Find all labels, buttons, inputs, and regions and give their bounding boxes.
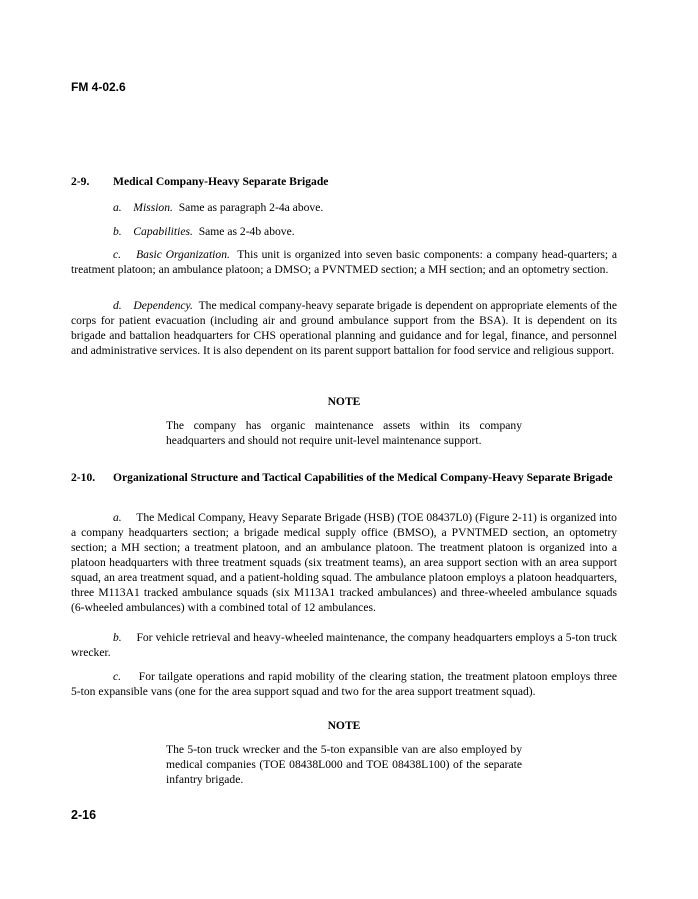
paragraph-label: b. (113, 631, 122, 644)
paragraph-label: a. (113, 511, 122, 524)
note-body: The 5-ton truck wrecker and the 5-ton expansible van are also employed by medical companies (TOE 08438L000 and TOE 08438L100) of the separate infantry brigade. (166, 743, 522, 786)
section-number: 2-10. (71, 471, 96, 484)
paragraph-title: Dependency. (133, 299, 193, 312)
paragraph-text: Same as 2-4b above. (198, 225, 295, 238)
paragraph-label: c. (113, 248, 122, 261)
paragraph-label: a. (113, 201, 122, 214)
paragraph-2-9-a (71, 200, 617, 215)
paragraph-label: d. (113, 299, 122, 312)
note-body: The company has organic maintenance assets within its company headquarters and should not require unit-level maintenance support. (166, 419, 522, 447)
paragraph-text: Same as paragraph 2-4a above. (178, 201, 324, 214)
paragraph-2-9-d (71, 298, 617, 358)
paragraph-title: Capabilities. (133, 225, 193, 238)
paragraph-2-10-c (71, 669, 617, 699)
section-title: Medical Company-Heavy Separate Brigade (113, 175, 329, 188)
paragraph-2-9-c (71, 247, 617, 277)
paragraph-text: The medical company-heavy separate brigade is dependent on appropriate elements of the corps for patient evacuation (including air and ground ambulance support from the BSA). It is dependent on its brigade and battalion headquarters for CHS operational planning and guidance and for legal, finance, and personnel and administrative services. It is also dependent on its parent support battalion for food service and religious support. (71, 299, 618, 357)
paragraph-title: Mission. (133, 201, 173, 214)
paragraph-title: Basic Organization. (136, 248, 230, 261)
paragraph-text: This unit is organized into seven basic components: a company head-quarters; a treatment platoon; an ambulance platoon; a DMSO; a PVNTMED section; a MH section; and an optometry section. (71, 248, 618, 276)
note-heading: NOTE (327, 395, 361, 408)
paragraph-label: b. (113, 225, 122, 238)
paragraph-text: For tailgate operations and rapid mobility of the clearing station, the treatment platoon employs three 5-ton expansible vans (one for the area support squad and two for the area support treatment squad). (71, 670, 617, 698)
section-number: 2-9. (71, 175, 90, 188)
section-2-9-heading (71, 174, 617, 189)
note-heading: NOTE (327, 719, 361, 732)
paragraph-text: For vehicle retrieval and heavy-wheeled maintenance, the company headquarters employs a 5-ton truck wrecker. (71, 631, 617, 659)
paragraph-2-10-b (71, 630, 617, 660)
paragraph-text: The Medical Company, Heavy Separate Brigade (HSB) (TOE 08437L0) (Figure 2-11) is organized into a company headquarters section; a brigade medical supply office (BMSO), a PVNTMED section, an optometry section; a MH section; a treatment platoon, and an ambulance platoon. The treatment platoon is organized into a platoon headquarters with three treatment squads (six treatment teams), an area support section with an area support squad, an area treatment squad, and a patient-holding squad. The ambulance platoon employs a platoon headquarters, three M113A1 tracked ambulance squads (six M113A1 tracked ambulances) and three-wheeled ambulance squads (6-wheeled ambulances) with a combined total of 12 ambulances. (71, 511, 617, 614)
section-2-10-heading (71, 470, 617, 485)
running-header: FM 4-02.6 (71, 80, 126, 94)
paragraph-2-9-b (71, 224, 617, 239)
paragraph-2-10-a (71, 510, 617, 615)
paragraph-label: c. (113, 670, 122, 683)
page-number: 2-16 (71, 808, 97, 822)
section-title: Organizational Structure and Tactical Capabilities of the Medical Company-Heavy Separate Brigade (113, 471, 613, 484)
